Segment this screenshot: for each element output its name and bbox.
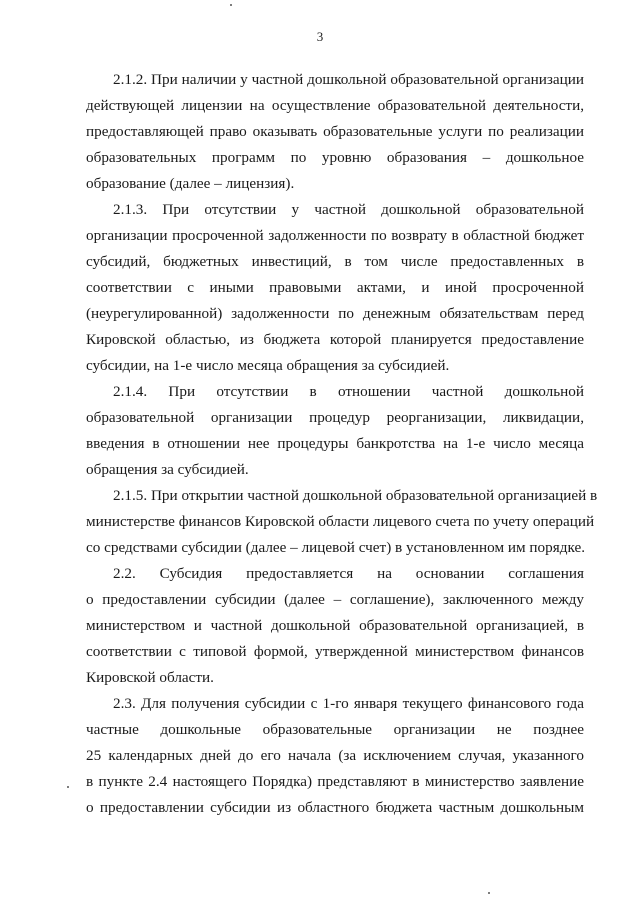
scan-speck: [67, 786, 69, 788]
scan-speck: [230, 4, 232, 6]
text-line: Кировской областью, из бюджета которой планируется предоставление: [86, 331, 584, 348]
text-line: министерством и частной дошкольной образовательной организацией, в: [86, 617, 584, 634]
text-line: в пункте 2.4 настоящего Порядка) представляют в министерство заявление: [86, 773, 584, 790]
scan-speck: [488, 892, 490, 894]
text-line: организации просроченной задолженности по возврату в областной бюджет: [86, 227, 584, 244]
text-line: о предоставлении субсидии из областного бюджета частным дошкольным: [86, 799, 584, 816]
text-line: 25 календарных дней до его начала (за исключением случая, указанного: [86, 747, 584, 764]
text-line: (неурегулированной) задолженности по денежным обязательствам перед: [86, 305, 584, 322]
text-line: 2.2. Субсидия предоставляется на основании соглашения: [113, 565, 584, 582]
text-line: соответствии с иными правовыми актами, и иной просроченной: [86, 279, 584, 296]
text-line: предоставляющей право оказывать образовательные услуги по реализации: [86, 123, 584, 140]
text-line: введения в отношении нее процедуры банкротства на 1-е число месяца: [86, 435, 584, 452]
text-line: 2.1.4. При отсутствии в отношении частной дошкольной: [113, 383, 584, 400]
text-line: образовательных программ по уровню образования – дошкольное: [86, 149, 584, 166]
text-line: субсидий, бюджетных инвестиций, в том числе предоставленных в: [86, 253, 584, 270]
text-line: действующей лицензии на осуществление образовательной деятельности,: [86, 97, 584, 114]
page-number: 3: [316, 29, 324, 44]
text-line: 2.1.5. При открытии частной дошкольной образовательной организацией в: [113, 487, 598, 504]
text-line: Кировской области.: [86, 669, 214, 686]
text-line: обращения за субсидией.: [86, 461, 249, 478]
text-line: 2.1.2. При наличии у частной дошкольной образовательной организации: [113, 71, 584, 88]
text-line: соответствии с типовой формой, утвержденной министерством финансов: [86, 643, 584, 660]
text-line: со средствами субсидии (далее – лицевой счет) в установленном им порядке.: [86, 539, 585, 556]
text-line: образование (далее – лицензия).: [86, 175, 295, 192]
text-line: о предоставлении субсидии (далее – соглашение), заключенного между: [86, 591, 584, 608]
text-line: 2.1.3. При отсутствии у частной дошкольной образовательной: [113, 201, 584, 218]
text-line: частные дошкольные образовательные организации не позднее: [86, 721, 584, 738]
text-line: министерстве финансов Кировской области лицевого счета по учету операций: [86, 513, 595, 530]
text-line: субсидии, на 1-е число месяца обращения за субсидией.: [86, 357, 450, 374]
text-line: 2.3. Для получения субсидии с 1-го января текущего финансового года: [113, 695, 584, 712]
text-line: образовательной организации процедур реорганизации, ликвидации,: [86, 409, 584, 426]
